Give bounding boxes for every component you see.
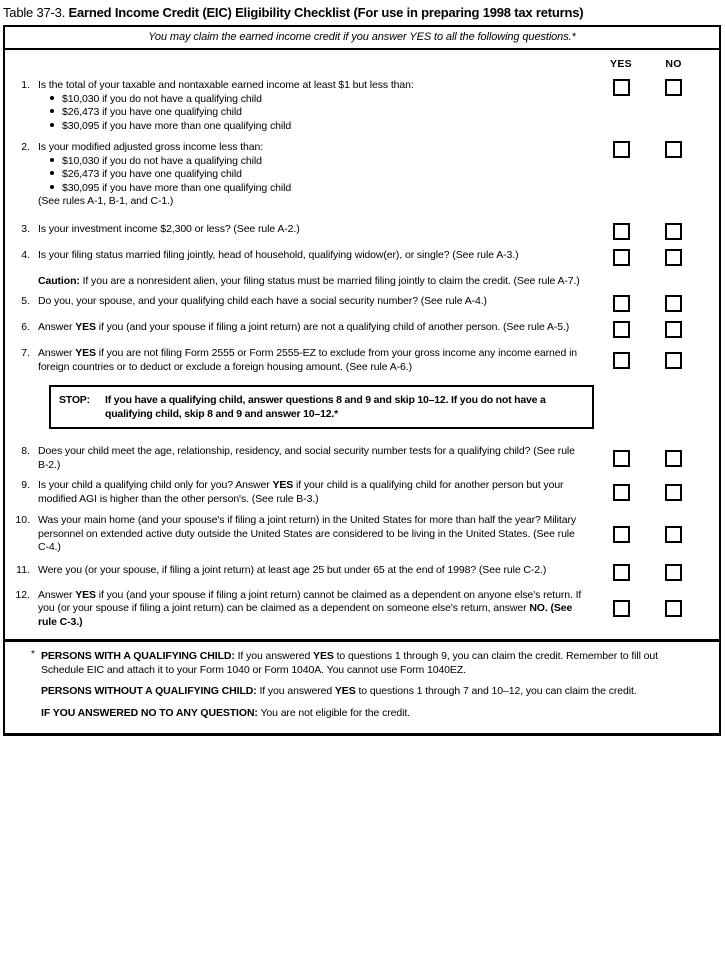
footnote-qualifying-child: * PERSONS WITH A QUALIFYING CHILD: If you answered YES to questions 1 through 9, you can claim the credit. Remember to fill out Schedule EIC and attach it to your Form 1040 or Form 1040A. You cannot use Form 1040EZ. — [31, 649, 658, 676]
caution-label: Caution: — [38, 274, 80, 287]
question-number: 9. — [21, 479, 30, 491]
q2-yes-checkbox[interactable] — [613, 141, 630, 158]
q3-yes-checkbox[interactable] — [613, 223, 630, 240]
no-column-header: NO — [665, 58, 682, 70]
q12-no-checkbox[interactable] — [665, 600, 682, 617]
bullet-icon — [50, 171, 54, 175]
q2-no-checkbox[interactable] — [665, 141, 682, 158]
question-number: 1. — [21, 79, 30, 91]
question-number: 4. — [21, 248, 30, 261]
questions-section — [5, 50, 719, 639]
see-rules-note: (See rules A-1, B-1, and C-1.) — [38, 195, 174, 207]
q10-no-checkbox[interactable] — [665, 526, 682, 543]
question-row-1 — [11, 79, 719, 133]
q4-no-checkbox[interactable] — [665, 249, 682, 266]
bullet-icon — [50, 185, 54, 189]
q8-no-checkbox[interactable] — [665, 450, 682, 467]
question-row-3 — [11, 223, 719, 240]
intro-text: You may claim the earned income credit if you answer YES to all the following questions.* — [148, 31, 576, 43]
footnote-answered-no: IF YOU ANSWERED NO TO ANY QUESTION: You are not eligible for the credit. — [41, 706, 410, 719]
column-header-row — [11, 58, 719, 70]
question-row-9 — [11, 479, 719, 506]
bullet-item: $10,030 if you do not have a qualifying child — [50, 155, 586, 169]
q3-no-checkbox[interactable] — [665, 223, 682, 240]
eic-checklist-table — [3, 25, 721, 736]
stop-box-wrapper — [49, 385, 719, 429]
q6-no-checkbox[interactable] — [665, 321, 682, 338]
stop-text: If you have a qualifying child, answer questions 8 and 9 and skip 10–12. If you do not have a qualifying child, skip 8 and 9 and answer 10–12.* — [105, 394, 546, 420]
question-number: 8. — [21, 445, 30, 457]
question-number: 3. — [21, 222, 30, 235]
q11-no-checkbox[interactable] — [665, 564, 682, 581]
question-text: Is your modified adjusted gross income less than: $10,030 if you do not have a qualifying child $26,473 if you have one qualifying child $30,095 if you have more than one qualifying child (See rules A-1, B-1, and C-1.) — [38, 141, 586, 209]
caution-note: Caution: If you are a nonresident alien, your filing status must be married filing jointly to claim the credit. (See rule A-7.) — [38, 274, 580, 287]
question-number: 6. — [21, 321, 30, 333]
q5-no-checkbox[interactable] — [665, 295, 682, 312]
question-row-4 — [11, 249, 719, 266]
question-row-7 — [11, 347, 719, 374]
question-row-10 — [11, 514, 719, 555]
title-prefix: Table 37-3. — [3, 5, 66, 20]
q8-yes-checkbox[interactable] — [613, 450, 630, 467]
bullet-icon — [50, 109, 54, 113]
question-text: Does your child meet the age, relationship, residency, and social security number tests for a qualifying child? (See rule B-2.) — [38, 445, 575, 471]
q10-yes-checkbox[interactable] — [613, 526, 630, 543]
question-text: Do you, your spouse, and your qualifying child each have a social security number? (See rule A-4.) — [38, 295, 487, 307]
question-text: Answer YES if you (and your spouse if filing a joint return) are not a qualifying child of another person. (See rule A-5.) — [38, 321, 570, 333]
q9-yes-checkbox[interactable] — [613, 484, 630, 501]
bullet-icon — [50, 96, 54, 100]
asterisk-marker: * — [31, 649, 35, 660]
question-row-11 — [11, 564, 719, 581]
question-number: 2. — [21, 141, 30, 153]
stop-box — [49, 385, 594, 429]
footnote-without-qualifying-child: PERSONS WITHOUT A QUALIFYING CHILD: If you answered YES to questions 1 through 7 and 10–12, you can claim the credit. — [41, 685, 637, 697]
bullet-item: $10,030 if you do not have a qualifying child — [50, 93, 586, 107]
bullet-item: $26,473 if you have one qualifying child — [50, 106, 586, 120]
bullet-item: $26,473 if you have one qualifying child — [50, 168, 586, 182]
title-bold: Earned Income Credit (EIC) Eligibility Checklist (For use in preparing 1998 tax returns) — [68, 5, 584, 20]
question-text: Is your child a qualifying child only for you? Answer YES if your child is a qualifying child for another person but your modified AGI is higher than the other person's. (See rule B-3.) — [38, 479, 564, 505]
question-text: Was your main home (and your spouse's if filing a joint return) in the United States for more than half the year? Military personnel on extended active duty outside the United States are considered to be living in the United States. (See rule C-4.) — [38, 514, 577, 553]
q9-no-checkbox[interactable] — [665, 484, 682, 501]
question-text: Were you (or your spouse, if filing a joint return) at least age 25 but under 65 at the end of 1998? (See rule C-2.) — [38, 563, 547, 576]
question-number: 7. — [21, 347, 30, 359]
question-text: Answer YES if you are not filing Form 2555 or Form 2555-EZ to exclude from your gross income any income earned in foreign countries or to deduct or exclude a foreign housing amount. (See rule A-6.) — [38, 347, 578, 373]
q6-yes-checkbox[interactable] — [613, 321, 630, 338]
question-text: Is your filing status married filing jointly, head of household, qualifying widow(er), or single? (See rule A-3.) — [38, 248, 519, 261]
question-text: Is the total of your taxable and nontaxable earned income at least $1 but less than: $10,030 if you do not have a qualifying child $26,473 if you have one qualifying child $30,095 if you have more than one qualifying child — [38, 79, 586, 133]
yes-column-header: YES — [610, 58, 632, 70]
q12-yes-checkbox[interactable] — [613, 600, 630, 617]
bullet-item: $30,095 if you have more than one qualifying child — [50, 182, 586, 196]
question-number: 10. — [15, 514, 30, 526]
bullet-icon — [50, 123, 54, 127]
q7-no-checkbox[interactable] — [665, 352, 682, 369]
question-text: Answer YES if you (and your spouse if filing a joint return) cannot be claimed as a dependent on anyone else's return. If you (or your spouse if filing a joint return) can be claimed as a dependent on someone else's return, answer NO. (See rule C-3.) — [38, 588, 582, 628]
q1-no-checkbox[interactable] — [665, 79, 682, 96]
footnotes-section — [5, 639, 719, 733]
q5-yes-checkbox[interactable] — [613, 295, 630, 312]
intro-row — [5, 27, 719, 50]
question-row-6 — [11, 321, 719, 338]
page-title — [0, 0, 725, 20]
q1-yes-checkbox[interactable] — [613, 79, 630, 96]
question-text: Is your investment income $2,300 or less? (See rule A-2.) — [38, 222, 300, 235]
q4-yes-checkbox[interactable] — [613, 249, 630, 266]
question-number: 12. — [15, 588, 30, 601]
stop-label: STOP: — [59, 394, 90, 406]
question-row-2 — [11, 141, 719, 209]
question-row-5 — [11, 295, 719, 312]
q11-yes-checkbox[interactable] — [613, 564, 630, 581]
question-row-12 — [11, 589, 719, 630]
question-number: 11. — [16, 563, 30, 576]
question-row-8 — [11, 445, 719, 472]
bullet-item: $30,095 if you have more than one qualifying child — [50, 120, 586, 134]
question-number: 5. — [21, 295, 30, 307]
bullet-icon — [50, 158, 54, 162]
q7-yes-checkbox[interactable] — [613, 352, 630, 369]
